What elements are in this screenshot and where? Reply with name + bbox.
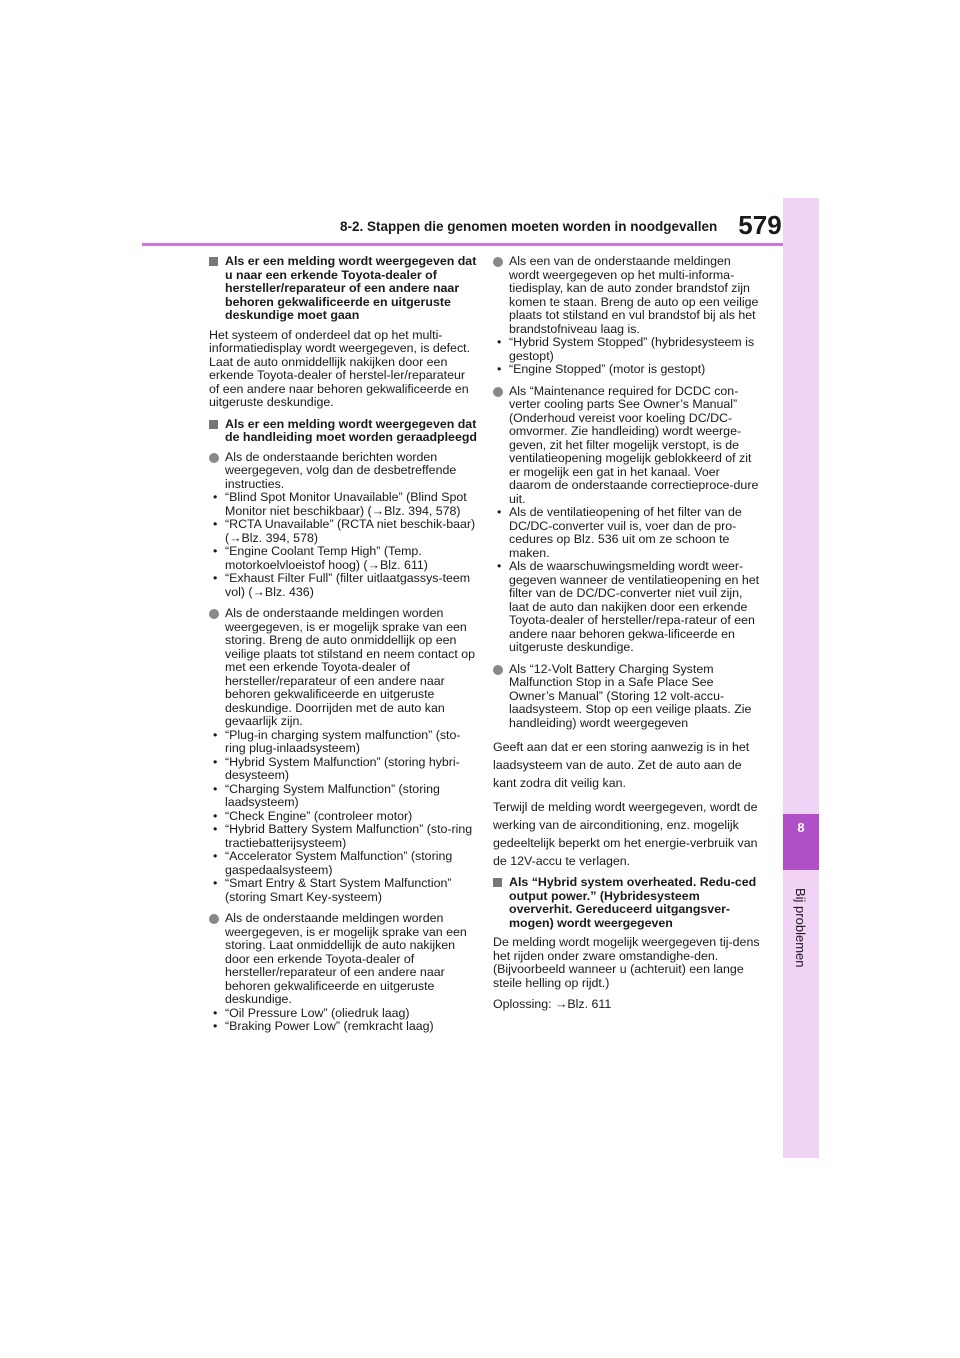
list-item: • “Engine Stopped” (motor is gestopt) bbox=[493, 363, 761, 377]
list-item: • “Oil Pressure Low” (oliedruk laag) bbox=[209, 1007, 477, 1021]
section-heading bbox=[493, 876, 761, 930]
section-heading-text: Als er een melding wordt weergegeven dat u naar een erkende Toyota-dealer of hersteller/reparateur of een andere naar behoren gekwalificeerde en uitgeruste deskundige moet gaan bbox=[225, 254, 477, 322]
note-block bbox=[209, 607, 477, 904]
list-item: • “Accelerator System Malfunction” (storing gaspedaalsysteem) bbox=[209, 850, 477, 877]
list-item: • “Check Engine” (controleer motor) bbox=[209, 810, 477, 824]
square-bullet-icon bbox=[209, 257, 218, 266]
note-paragraph bbox=[493, 255, 761, 336]
section-heading-text: Als er een melding wordt weergegeven dat de handleiding moet worden geraadpleegd bbox=[225, 416, 477, 444]
list-item: • “Plug-in charging system malfunction” (sto-ring plug-inlaadsysteem) bbox=[209, 729, 477, 756]
note-paragraph bbox=[209, 607, 477, 729]
list-item: • “Charging System Malfunction” (storing laadsysteem) bbox=[209, 783, 477, 810]
note-paragraph bbox=[209, 451, 477, 492]
chapter-number: 8 bbox=[797, 820, 805, 835]
note-block bbox=[493, 385, 761, 655]
section-heading bbox=[209, 255, 477, 323]
solution-reference: Oplossing: →Blz. 611 bbox=[493, 997, 612, 1011]
section-heading-text: Als “Hybrid system overheated. Redu-ced output power.” (Hybridesysteem oververhit. Gereduceerd uitgangsver-mogen) wordt weergegeven bbox=[509, 875, 757, 930]
list-item: • “Blind Spot Monitor Unavailable” (Blind Spot Monitor niet beschikbaar) (→Blz. 394, 578) bbox=[209, 491, 477, 518]
paragraph: Het systeem of onderdeel dat op het multi-informatiedisplay wordt weergegeven, is defect. Laat de auto onmiddellijk nakijken door een erkende Toyota-dealer of herstel-ler/reparateur of een andere naar behoren gekwalificeerde en uitgeruste deskundige. bbox=[209, 327, 471, 409]
bullet-list bbox=[209, 1007, 477, 1034]
list-item: • “Hybrid System Malfunction” (storing hybri-desysteem) bbox=[209, 756, 477, 783]
note-paragraph bbox=[493, 663, 761, 731]
list-item: • “Hybrid System Stopped” (hybridesysteem is gestopt) bbox=[493, 336, 761, 363]
note-text: Als een van de onderstaande meldingen wordt weergegeven op het multi-informa-tiedisplay, kan de auto zonder brandstof zijn komen te staan. Breng de auto op een veilige plaats tot stilstand en vul brandstof bij als het brandstofniveau laag is. bbox=[509, 254, 759, 336]
note-block bbox=[209, 451, 477, 600]
bullet-list bbox=[209, 491, 477, 599]
note-block bbox=[493, 663, 761, 731]
page-number: 579 bbox=[738, 210, 782, 240]
note-block bbox=[493, 255, 761, 377]
circle-bullet-icon bbox=[209, 609, 219, 619]
note-text: Als de onderstaande berichten worden weergegeven, volg dan de desbetreffende instructies. bbox=[225, 449, 457, 491]
right-column bbox=[493, 255, 761, 1020]
note-paragraph bbox=[493, 385, 761, 507]
circle-bullet-icon bbox=[493, 257, 503, 267]
circle-bullet-icon bbox=[209, 914, 219, 924]
square-bullet-icon bbox=[209, 420, 218, 429]
list-item: • Als de waarschuwingsmelding wordt weer-gegeven wanneer de ventilatieopening en het filter van de DC/DC-converter niet vuil zijn, laat de auto dan nakijken door een erkende Toyota-dealer of hersteller/repa-rateur of een andere naar behoren gekwa-lificeerde en uitgeruste deskundige. bbox=[493, 560, 761, 655]
note-text: Als de onderstaande meldingen worden weergegeven, is er mogelijk sprake van een storing. Breng de auto onmiddellijk op een veilige plaats tot stilstand en neem contact op met een erkende Toyota-dealer of hersteller/reparateur of een andere naar behoren gekwalificeerde en uitgeruste deskundige. Doorrijden met de auto kan gevaarlijk zijn. bbox=[225, 606, 476, 728]
circle-bullet-icon bbox=[209, 453, 219, 463]
list-item: • “Braking Power Low” (remkracht laag) bbox=[209, 1020, 477, 1034]
note-text: Als “Maintenance required for DCDC con-verter cooling parts See Owner’s Manual” (Onderhoud vereist voor koeling DC/DC-omvormer. Zie handleiding) wordt weerge-geven, zit het filter mogelijk verstopt, is de ventilatieopening mogelijk geblokkeerd of zit er mogelijk een gat in het kanaal. Voer daarom de onderstaande correctieproce-dure uit. bbox=[509, 383, 759, 506]
circle-bullet-icon bbox=[493, 665, 503, 675]
paragraph: De melding wordt mogelijk weergegeven tij-dens het rijden onder zware omstandighe-den. (Bijvoorbeeld wanneer u (achteruit) een lange steile helling op rijdt.) bbox=[493, 935, 760, 990]
list-item: • “Exhaust Filter Full” (filter uitlaatgassys-teem vol) (→Blz. 436) bbox=[209, 572, 477, 599]
list-item: • “Smart Entry & Start System Malfunction” (storing Smart Key-systeem) bbox=[209, 877, 477, 904]
bullet-list bbox=[493, 336, 761, 377]
paragraph: Geeft aan dat er een storing aanwezig is in het laadsysteem van de auto. Zet de auto aan de kant zodra dit veilig kan. bbox=[493, 740, 750, 790]
note-text: Als “12-Volt Battery Charging System Malfunction Stop in a Safe Place See Owner’s Manual” (Storing 12 volt-accu-laadsysteem. Stop op een veilige plaats. Zie handleiding) wordt weergegeven bbox=[509, 661, 752, 730]
paragraph: Terwijl de melding wordt weergegeven, wordt de werking van de airconditioning, enz. mogelijk gedeeltelijk beperkt om het energie-verbruik van de 12V-accu te verlagen. bbox=[493, 800, 758, 868]
section-title: 8-2. Stappen die genomen moeten worden in noodgevallen bbox=[340, 219, 718, 234]
list-item: • “RCTA Unavailable” (RCTA niet beschik-baar) (→Blz. 394, 578) bbox=[209, 518, 477, 545]
square-bullet-icon bbox=[493, 878, 502, 887]
section-heading bbox=[209, 418, 477, 445]
list-item: • “Hybrid Battery System Malfunction” (sto-ring tractiebatterijsysteem) bbox=[209, 823, 477, 850]
header-rule bbox=[142, 243, 783, 246]
circle-bullet-icon bbox=[493, 387, 503, 397]
chapter-side-tab bbox=[783, 198, 819, 1158]
list-item: • Als de ventilatieopening of het filter van de DC/DC-converter vuil is, voer dan de pro-cedures op Blz. 536 uit om ze schoon te maken. bbox=[493, 506, 761, 560]
note-text: Als de onderstaande meldingen worden weergegeven, is er mogelijk sprake van een storing. Laat onmiddellijk de auto nakijken door een erkende Toyota-dealer of hersteller/reparateur of een andere naar behoren gekwalificeerde en uitgeruste deskundige. bbox=[225, 911, 467, 1006]
list-item: • “Engine Coolant Temp High” (Temp. motorkoelvloeistof hoog) (→Blz. 611) bbox=[209, 545, 477, 572]
left-column bbox=[209, 255, 477, 1042]
note-block bbox=[209, 912, 477, 1034]
chapter-label: Bij problemen bbox=[793, 888, 808, 968]
bullet-list bbox=[209, 729, 477, 905]
bullet-list bbox=[493, 506, 761, 655]
note-paragraph bbox=[209, 912, 477, 1007]
